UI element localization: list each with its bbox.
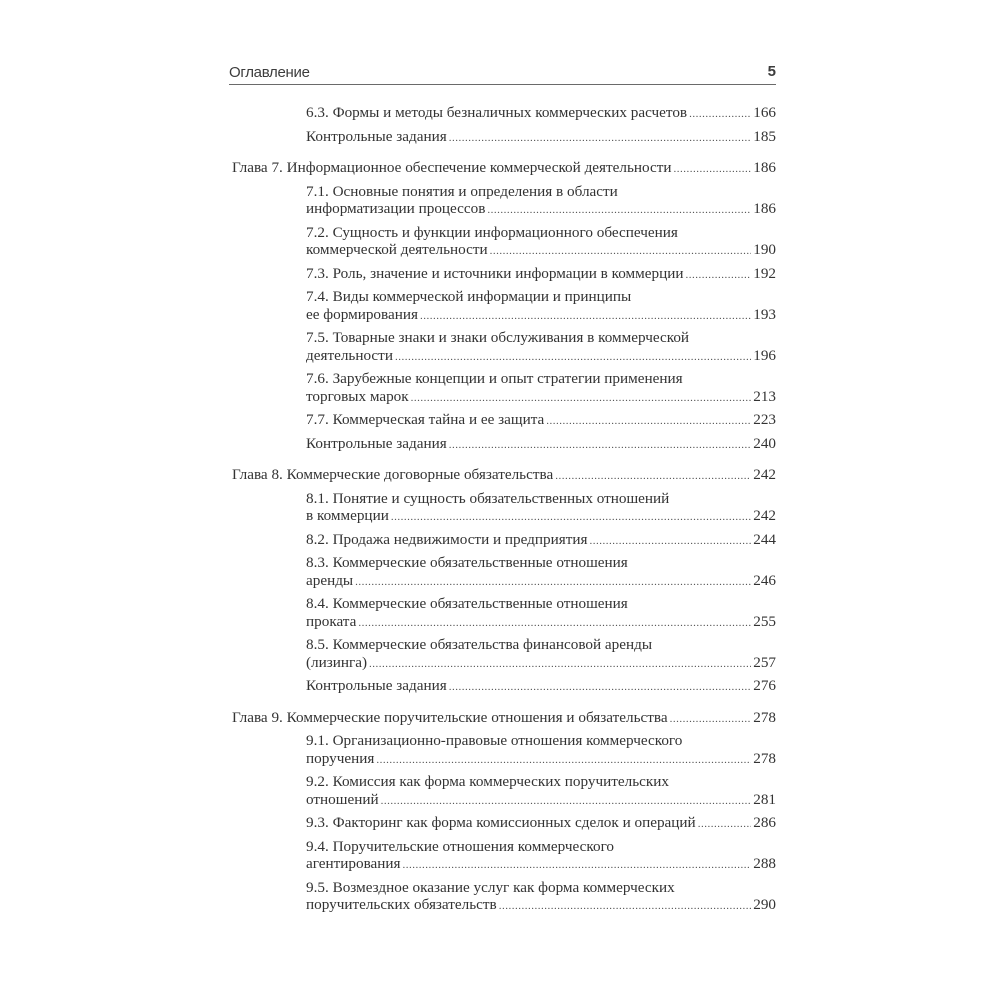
page-number: 5 (767, 63, 776, 80)
dot-leader (674, 161, 752, 179)
toc-entry-title: Глава 7. Информационное обеспечение коммерческой деятельности (232, 159, 672, 176)
dot-leader (499, 898, 752, 916)
toc-chapter-entry[interactable] (232, 709, 776, 729)
toc-entry-title: Контрольные задания (306, 434, 447, 452)
toc-entry-title-line: 7.6. Зарубежные концепции и опыт стратегии применения (306, 370, 683, 387)
toc-entry-title: поручения (306, 749, 375, 767)
toc-entry-title-line: 9.4. Поручительские отношения коммерческого (306, 837, 615, 855)
toc-entry-title: ее формирования (306, 305, 418, 323)
toc-page-number: 242 (753, 507, 776, 524)
toc-entry-title: 6.3. Формы и методы безналичных коммерческих расчетов (306, 104, 688, 121)
toc-section-entry[interactable] (232, 370, 776, 407)
toc-page-number: 186 (753, 159, 776, 176)
toc-entry-title: агентирования (306, 855, 401, 872)
toc-page-number: 223 (753, 411, 776, 428)
toc-section-entry[interactable] (232, 183, 776, 220)
toc-entry-title-line: 8.3. Коммерческие обязательственные отношения (306, 554, 628, 571)
toc-entry-title: 8.2. Продажа недвижимости и предприятия (306, 530, 588, 548)
dot-leader (449, 437, 751, 455)
toc-entry-title: коммерческой деятельности (306, 241, 488, 258)
toc-section-entry[interactable] (232, 411, 776, 431)
toc-entry-title: отношений (306, 790, 379, 808)
toc-page-number: 286 (753, 814, 776, 831)
toc-section-entry[interactable] (232, 554, 776, 591)
toc-section-entry[interactable] (232, 677, 776, 697)
toc-page-number: 166 (753, 104, 776, 121)
toc-page-number: 288 (753, 855, 776, 872)
toc-page-number: 290 (753, 896, 776, 913)
toc-entry-title-line: 7.2. Сущность и функции информационного обеспечения (306, 223, 678, 241)
dot-leader (555, 468, 751, 486)
toc-entry-title: деятельности (306, 346, 393, 364)
toc-page-number: 276 (753, 677, 776, 694)
toc-entry-title: Глава 9. Коммерческие поручительские отношения и обязательства (232, 708, 668, 726)
toc-section-entry[interactable] (232, 814, 776, 834)
toc-section-entry[interactable] (232, 329, 776, 366)
toc-section-entry[interactable] (232, 595, 776, 632)
toc-section-entry[interactable] (232, 636, 776, 673)
toc-section-entry[interactable] (232, 838, 776, 875)
toc-entry-title: торговых марок (306, 387, 409, 405)
dot-leader (411, 390, 752, 408)
toc-entry-title-line: 9.1. Организационно-правовые отношения коммерческого (306, 732, 683, 749)
toc-section-entry[interactable] (232, 288, 776, 325)
toc-page-number: 246 (753, 571, 776, 589)
toc-entry-title-line: 9.2. Комиссия как форма коммерческих поручительских (306, 773, 669, 790)
toc-page-number: 196 (753, 346, 776, 364)
toc-entry-title: 9.3. Факторинг как форма комиссионных сделок и операций (306, 814, 696, 831)
toc-entry-title-line: 8.4. Коммерческие обязательственные отношения (306, 595, 628, 612)
dot-leader (420, 308, 751, 326)
toc-entry-title: 7.3. Роль, значение и источники информации в коммерции (306, 264, 684, 282)
toc-section-entry[interactable] (232, 531, 776, 551)
toc-page-number: 186 (753, 200, 776, 217)
toc-section-entry[interactable] (232, 732, 776, 769)
running-header (229, 64, 776, 85)
toc-page-number: 193 (753, 305, 776, 323)
dot-leader (395, 349, 751, 367)
toc-page-number: 190 (753, 241, 776, 258)
toc-section-entry[interactable] (232, 128, 776, 148)
toc-entry-title-line: 7.5. Товарные знаки и знаки обслуживания в коммерческой (306, 329, 690, 346)
toc-page-number: 281 (753, 790, 776, 808)
dot-leader (391, 509, 751, 527)
toc-entry-title-line: 8.5. Коммерческие обязательства финансовой аренды (306, 636, 653, 653)
toc-section-entry[interactable] (232, 773, 776, 810)
toc-chapter-entry[interactable] (232, 159, 776, 179)
table-of-contents (232, 104, 776, 920)
toc-page-number: 257 (753, 653, 776, 671)
running-header-title: Оглавление (229, 64, 310, 81)
dot-leader (369, 656, 751, 674)
dot-leader (358, 615, 751, 633)
toc-entry-title: в коммерции (306, 507, 389, 524)
dot-leader (670, 711, 752, 729)
toc-section-entry[interactable] (232, 490, 776, 527)
toc-entry-title: информатизации процессов (306, 200, 486, 217)
toc-entry-title-line: 9.5. Возмездное оказание услуг как форма коммерческих (306, 878, 675, 896)
dot-leader (449, 679, 751, 697)
toc-entry-title: 7.7. Коммерческая тайна и ее защита (306, 411, 545, 428)
toc-section-entry[interactable] (232, 265, 776, 285)
dot-leader (381, 793, 752, 811)
toc-entry-title: проката (306, 612, 357, 630)
toc-page-number: 278 (753, 708, 776, 726)
dot-leader (490, 243, 752, 261)
toc-page-number: 242 (753, 466, 776, 483)
dot-leader (698, 816, 752, 834)
dot-leader (590, 533, 752, 551)
toc-page-number: 213 (753, 387, 776, 405)
dot-leader (376, 752, 751, 770)
dot-leader (355, 574, 751, 592)
dot-leader (686, 267, 752, 285)
dot-leader (403, 857, 752, 875)
toc-entry-title-line: 7.1. Основные понятия и определения в области (306, 182, 618, 200)
toc-section-entry[interactable] (232, 104, 776, 124)
toc-page-number: 192 (753, 264, 776, 282)
dot-leader (487, 202, 751, 220)
toc-section-entry[interactable] (232, 224, 776, 261)
toc-section-entry[interactable] (232, 435, 776, 455)
toc-entry-title: (лизинга) (306, 653, 368, 671)
toc-entry-title: аренды (306, 571, 354, 589)
dot-leader (449, 130, 751, 148)
toc-page-number: 278 (753, 749, 776, 767)
toc-page-number: 240 (753, 434, 776, 452)
toc-entry-title-line: 8.1. Понятие и сущность обязательственных отношений (306, 489, 670, 507)
dot-leader (689, 106, 751, 124)
toc-entry-title: Контрольные задания (306, 127, 447, 145)
toc-entry-title: Контрольные задания (306, 677, 447, 694)
toc-page-number: 185 (753, 127, 776, 145)
toc-entry-title: поручительских обязательств (306, 896, 497, 913)
toc-entry-title: Глава 8. Коммерческие договорные обязательства (232, 466, 554, 483)
dot-leader (546, 413, 751, 431)
toc-page-number: 255 (753, 612, 776, 630)
toc-entry-title-line: 7.4. Виды коммерческой информации и принципы (306, 288, 632, 305)
toc-section-entry[interactable] (232, 879, 776, 916)
toc-chapter-entry[interactable] (232, 466, 776, 486)
toc-page-number: 244 (753, 530, 776, 548)
